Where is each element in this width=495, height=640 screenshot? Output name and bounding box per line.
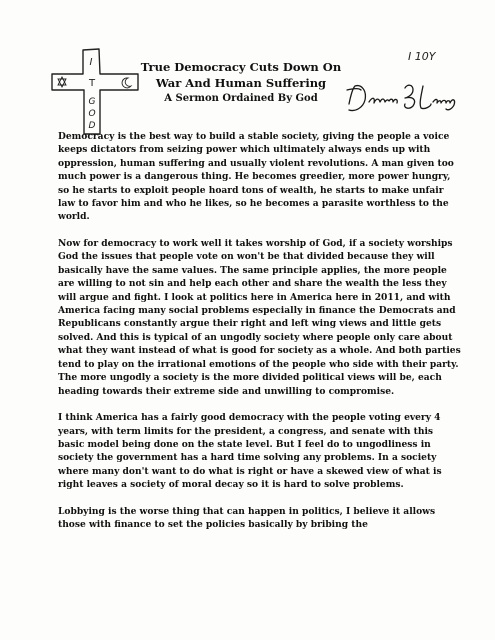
cross-top-letter: I	[89, 57, 93, 68]
cross-middle-letter: T	[88, 78, 96, 89]
cross-letter-o: O	[88, 109, 96, 119]
title-line-1: True Democracy Cuts Down On	[140, 60, 342, 74]
paragraph-4: Lobbying is the worse thing that can happen in politics, I believe it allows those with finance to set the policies basically by bribing the	[58, 505, 436, 531]
cross-letter-d: D	[88, 121, 96, 131]
paragraph-3: I think America has a fairly good democracy with the people voting every 4 years, with term limits for the president, a congress, and senate with this basic model being done on the state level. But I feel do to ungodliness in society the government has a hard time solving any problems. In a society where many don't want to do what is right or have a skewed view of what is right leaves a society of moral decay so it is hard to solve problems.	[58, 412, 442, 491]
cross-letter-g: G	[88, 97, 96, 107]
paragraph-1: Democracy is the best way to build a stable society, giving the people a voice keeps dictators from seizing power which ultimately always ends up with oppression, human suffering and usually violent revolutions. A man given too much power is a dangerous thing. He becomes greedier, more power hungry, so he starts to exploit people hoard tons of wealth, he starts to make unfair law to favor him and who he likes, so he becomes a parasite worthless to the world.	[58, 131, 454, 223]
cross-symbol-icon	[50, 48, 140, 136]
star-of-david-icon	[58, 77, 66, 87]
document-heading	[130, 59, 352, 107]
handwritten-page-number: I 10Y	[408, 50, 436, 63]
subtitle: A Sermon Ordained By God	[164, 93, 318, 104]
title-line-2: War And Human Suffering	[155, 76, 327, 90]
document-body	[58, 130, 462, 545]
paragraph-2: Now for democracy to work well it takes worship of God, if a society worships God the issues that people vote on won't be that divided because they will basically have the same values. The same principle applies, the more people are willing to not sin and help each other and share the wealth the less they will argue and fight. I look at politics here in America here in 2011, and with America facing many social problems especially in finance the Democrats and Republicans constantly argue their right and left wing views and little gets solved. And this is typical of an ungodly society where people only care about what they want instead of what is good for society as a whole. And both parties tend to play on the irrational emotions of the people who side with their party. The more ungodly a society is the more divided political views will be, each heading towards their extreme side and unwilling to compromise.	[58, 238, 461, 397]
handwritten-signature	[343, 80, 468, 118]
